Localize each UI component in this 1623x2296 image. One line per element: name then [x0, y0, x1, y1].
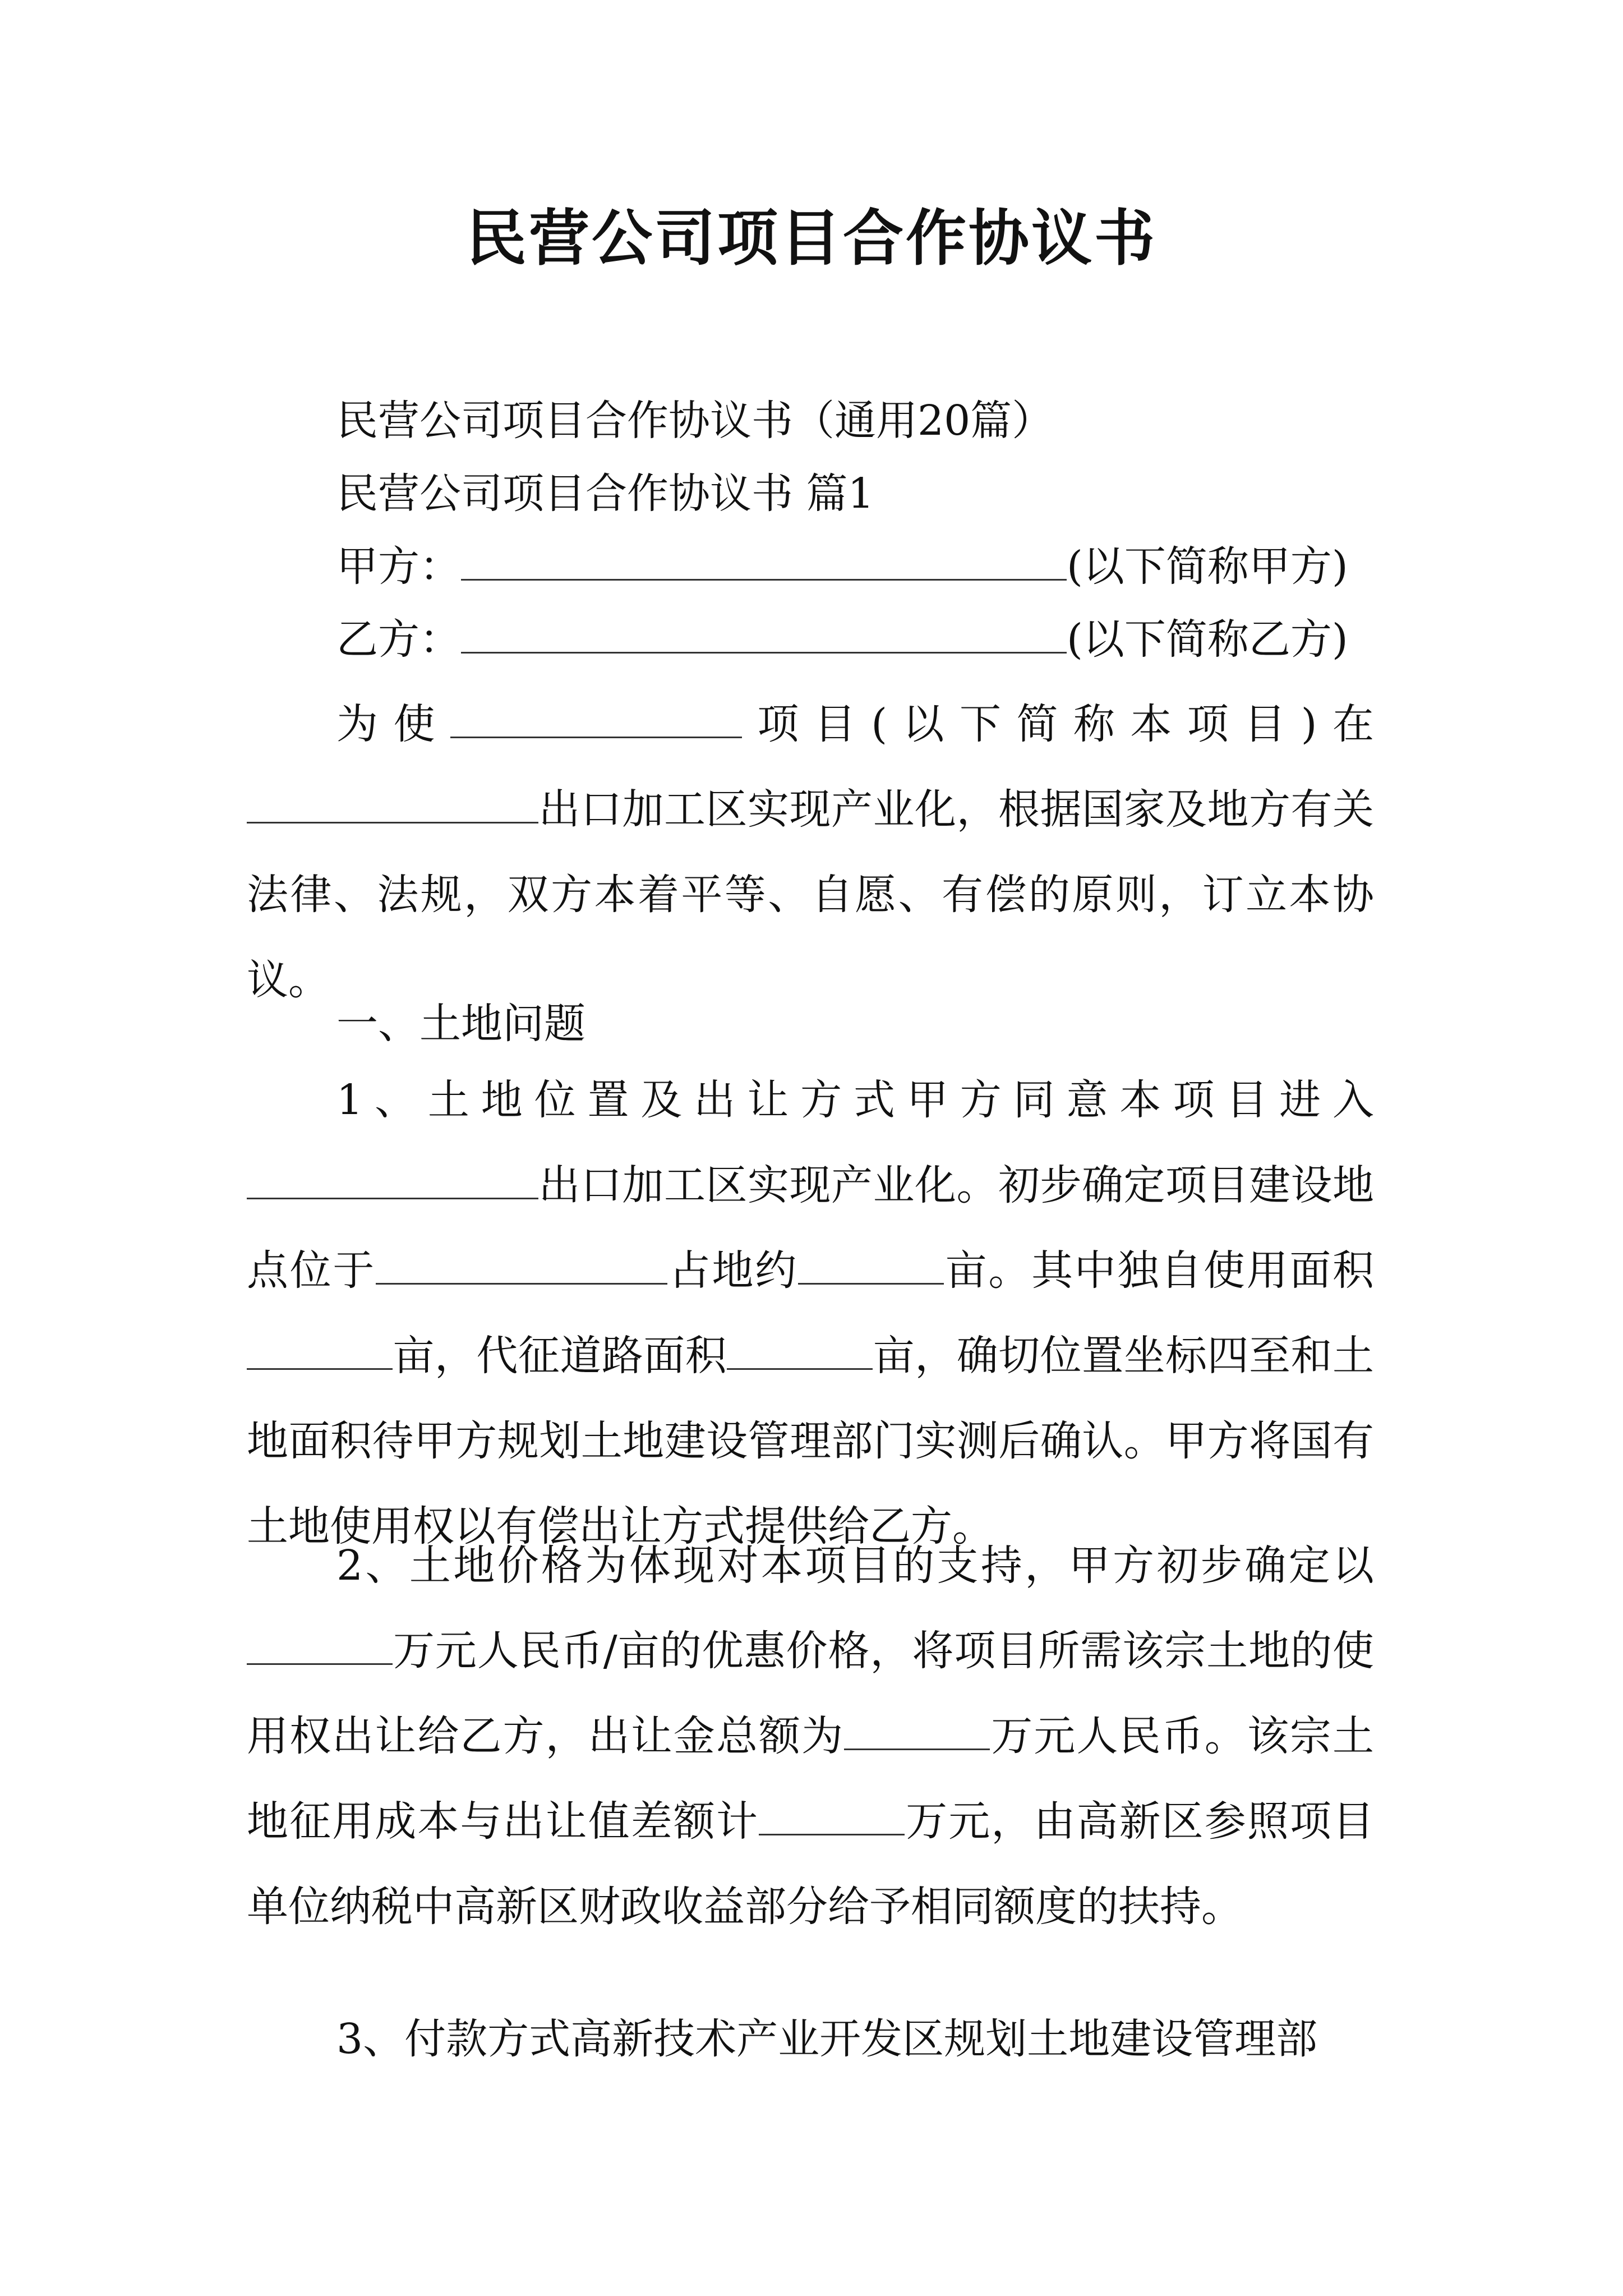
party-a-line	[336, 533, 1348, 600]
item-3-paragraph: 3、付款方式高新技术产业开发区规划土地建设管理部	[336, 2015, 1318, 2063]
party-b-label: 乙方：	[336, 615, 461, 664]
intro-text-2: 项目(以下简称本项目)在	[741, 700, 1375, 748]
intro-paragraph	[247, 682, 1374, 1023]
party-a-suffix: (以下简称甲方)	[1067, 542, 1348, 591]
item-1-text-6: 亩，确切位置坐标四至和土地面积待甲方规划土地建设管理部门实测后确认。甲方将国有土地使用权以有偿出让方式提供给乙方。	[247, 1332, 1375, 1550]
road-area-blank	[727, 1327, 873, 1370]
party-b-line	[336, 606, 1348, 673]
difference-blank	[759, 1792, 905, 1835]
intro-text-1: 为使	[336, 700, 450, 748]
item-2-paragraph	[247, 1523, 1374, 1949]
item-1-text-5: 亩，代征道路面积	[393, 1332, 727, 1380]
total-amount-blank	[844, 1707, 990, 1750]
document-subtitle: 民营公司项目合作协议书（通用20篇）	[336, 397, 1054, 445]
article-heading: 民营公司项目合作协议书 篇1	[336, 470, 874, 518]
item-1-text-3: 占地约	[667, 1246, 798, 1295]
section-land-heading: 一、土地问题	[336, 1000, 585, 1048]
item-1-zone-blank	[247, 1156, 538, 1199]
intro-text-3: 出口加工区实现产业化，根据国家及地方有关法律、法规，双方本着平等、自愿、有偿的原则，订立本协议。	[247, 785, 1374, 1004]
party-a-label: 甲方：	[336, 542, 461, 591]
project-name-blank	[450, 695, 742, 738]
party-a-blank	[461, 537, 1067, 581]
item-1-text-2: 出口加工区实现产业化。初步确定项目建设地点位于	[247, 1161, 1374, 1295]
party-b-blank	[461, 610, 1067, 654]
item-1-text-1: 1、土地位置及出让方式甲方同意本项目进入	[336, 1076, 1374, 1124]
zone-name-blank	[247, 780, 538, 823]
item-1-text-4: 亩。其中独自使用面积	[943, 1246, 1375, 1295]
location-blank	[376, 1241, 667, 1285]
item-2-text-3: 万元人民币。该宗土地征用成本与出让值差额计	[247, 1712, 1375, 1846]
item-2-text-1: 2、土地价格为体现对本项目的支持，甲方初步确定以	[336, 1542, 1374, 1590]
item-2-text-2: 万元人民币/亩的优惠价格，将项目所需该宗土地的使用权出让给乙方，出让金总额为	[247, 1627, 1374, 1760]
document-title: 民营公司项目合作协议书	[465, 203, 1157, 274]
price-blank	[247, 1622, 393, 1665]
party-b-suffix: (以下简称乙方)	[1067, 615, 1348, 664]
own-area-blank	[247, 1327, 393, 1370]
item-1-paragraph	[247, 1057, 1374, 1569]
item-2-text-4: 万元，由高新区参照项目单位纳税中高新区财政收益部分给予相同额度的扶持。	[247, 1797, 1375, 1931]
area-blank	[798, 1241, 944, 1285]
